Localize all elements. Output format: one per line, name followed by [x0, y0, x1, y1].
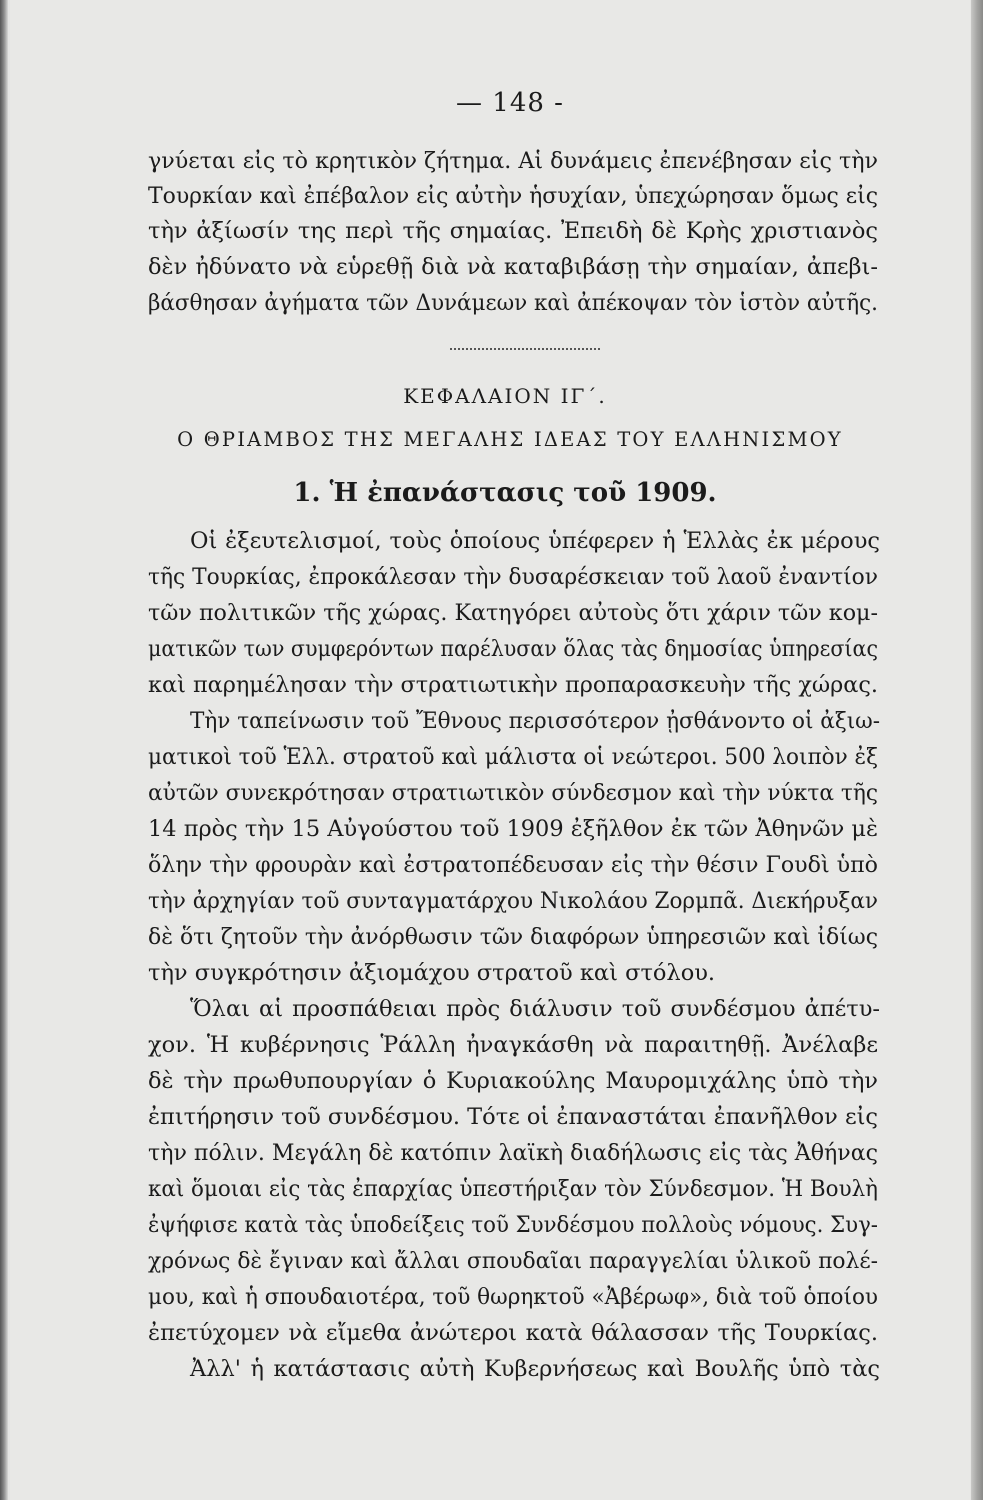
page-number: — 148 -: [456, 88, 564, 118]
page-edge-shadow: [971, 0, 983, 1500]
chapter-title: ΚΕΦΑΛΑΙΟΝ ΙΓ΄.: [403, 384, 607, 408]
paragraph-line: καὶ παρημέλησαν τὴν στρατιωτικὴν προπαρασκευὴν τῆς χώρας.: [148, 672, 878, 698]
section-divider: [450, 348, 600, 350]
paragraph-line: μου, καὶ ἡ σπουδαιοτέρα, τοῦ θωρηκτοῦ «Ἀβέρωφ», διὰ τοῦ ὁποίου: [148, 1284, 878, 1310]
paragraph-line: καὶ ὅμοιαι εἰς τὰς ἐπαρχίας ὑπεστήριξαν τὸν Σύνδεσμον. Ἡ Βουλὴ: [148, 1176, 878, 1202]
paragraph-line: δὲ ὅτι ζητοῦν τὴν ἀνόρθωσιν τῶν διαφόρων ὑπηρεσιῶν καὶ ἰδίως: [148, 924, 878, 950]
paragraph-line: ἐπετύχομεν νὰ εἴμεθα ἀνώτεροι κατὰ θάλασσαν τῆς Τουρκίας.: [148, 1320, 878, 1346]
book-page: [10, 0, 970, 1500]
paragraph-line: τὴν συγκρότησιν ἀξιομάχου στρατοῦ καὶ στόλου.: [148, 960, 716, 986]
paragraph-line: τῆς Τουρκίας, ἐπροκάλεσαν τὴν δυσαρέσκειαν τοῦ λαοῦ ἐναντίον: [148, 564, 878, 590]
paragraph-line: χρόνως δὲ ἔγιναν καὶ ἄλλαι σπουδαῖαι παραγγελίαι ὑλικοῦ πολέ-: [148, 1248, 878, 1274]
paragraph-line: ματικοὶ τοῦ Ἑλλ. στρατοῦ καὶ μάλιστα οἱ νεώτεροι. 500 λοιπὸν ἐξ: [148, 744, 878, 770]
paragraph-line: αὐτῶν συνεκρότησαν στρατιωτικὸν σύνδεσμον καὶ τὴν νύκτα τῆς: [148, 780, 878, 806]
intro-line: δὲν ἠδύνατο νὰ εὑρεθῇ διὰ νὰ καταβιβάσῃ τὴν σημαίαν, ἀπεβι-: [148, 254, 878, 280]
paragraph-line: Ἀλλ' ἡ κατάστασις αὐτὴ Κυβερνήσεως καὶ Βουλῆς ὑπὸ τὰς: [190, 1356, 880, 1382]
paragraph-line: 14 πρὸς τὴν 15 Αὐγούστου τοῦ 1909 ἐξῆλθον ἐκ τῶν Ἀθηνῶν μὲ: [148, 816, 878, 842]
paragraph-line: δὲ τὴν πρωθυπουργίαν ὁ Κυριακούλης Μαυρομιχάλης ὑπὸ τὴν: [148, 1068, 878, 1094]
paragraph-line: τῶν πολιτικῶν τῆς χώρας. Κατηγόρει αὐτοὺς ὅτι χάριν τῶν κομ-: [148, 600, 878, 626]
paragraph-line: Τὴν ταπείνωσιν τοῦ Ἔθνους περισσότερον ᾐσθάνοντο οἱ ἀξιω-: [190, 708, 880, 734]
paragraph-line: ἐψήφισε κατὰ τὰς ὑποδείξεις τοῦ Συνδέσμου πολλοὺς νόμους. Συγ-: [148, 1212, 878, 1238]
paragraph-line: τὴν ἀρχηγίαν τοῦ συνταγματάρχου Νικολάου Ζορμπᾶ. Διεκήρυξαν: [148, 888, 878, 914]
paragraph-line: τὴν πόλιν. Μεγάλη δὲ κατόπιν λαϊκὴ διαδήλωσις εἰς τὰς Ἀθήνας: [148, 1140, 878, 1166]
paragraph-line: Ὅλαι αἱ προσπάθειαι πρὸς διάλυσιν τοῦ συνδέσμου ἀπέτυ-: [190, 996, 880, 1022]
chapter-subtitle: Ο ΘΡΙΑΜΒΟΣ ΤΗΣ ΜΕΓΑΛΗΣ ΙΔΕΑΣ ΤΟΥ ΕΛΛΗΝΙΣΜΟΥ: [177, 428, 843, 451]
paragraph-line: Οἱ ἐξευτελισμοί, τοὺς ὁποίους ὑπέφερεν ἡ Ἑλλὰς ἐκ μέρους: [190, 528, 880, 554]
paragraph-line: ματικῶν των συμφερόντων παρέλυσαν ὅλας τὰς δημοσίας ὑπηρεσίας: [148, 636, 878, 662]
section-heading: 1. Ἡ ἐπανάστασις τοῦ 1909.: [293, 478, 717, 508]
intro-line: τὴν ἀξίωσίν της περὶ τῆς σημαίας. Ἐπειδὴ δὲ Κρὴς χριστιανὸς: [148, 218, 878, 244]
intro-line: βάσθησαν ἀγήματα τῶν Δυνάμεων καὶ ἀπέκοψαν τὸν ἱστὸν αὐτῆς.: [148, 290, 878, 316]
intro-line: γνύεται εἰς τὸ κρητικὸν ζήτημα. Αἱ δυνάμεις ἐπενέβησαν εἰς τὴν: [148, 148, 878, 174]
paragraph-line: χον. Ἡ κυβέρνησις Ῥάλλη ἠναγκάσθη νὰ παραιτηθῇ. Ἀνέλαβε: [148, 1032, 878, 1058]
paragraph-line: ἐπιτήρησιν τοῦ συνδέσμου. Τότε οἱ ἐπαναστάται ἐπανῆλθον εἰς: [148, 1104, 878, 1130]
intro-line: Τουρκίαν καὶ ἐπέβαλον εἰς αὐτὴν ἡσυχίαν, ὑπεχώρησαν ὅμως εἰς: [148, 183, 878, 209]
book-spine-shadow: [0, 0, 8, 1500]
paragraph-line: ὅλην τὴν φρουρὰν καὶ ἐστρατοπέδευσαν εἰς τὴν θέσιν Γουδὶ ὑπὸ: [148, 852, 878, 878]
